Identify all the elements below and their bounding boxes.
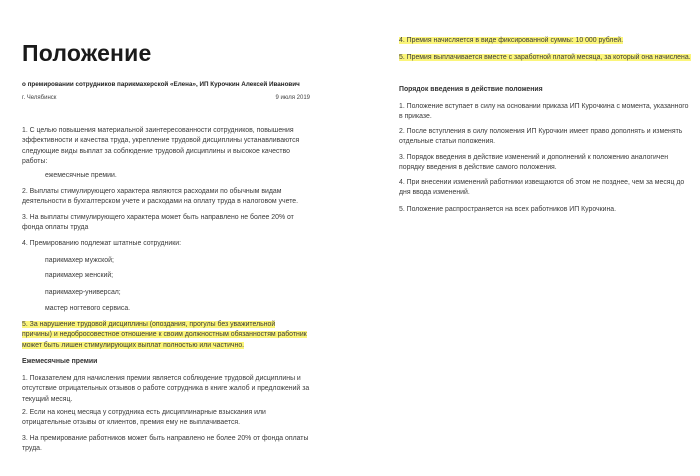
city-label: г. Челябинск xyxy=(22,95,57,101)
general-paragraph-4: 4. Премированию подлежат штатные сотрудники: xyxy=(22,240,181,247)
monthly-paragraph-5 xyxy=(399,53,691,63)
staff-list-item: парикмахер женский; xyxy=(45,272,114,279)
procedure-paragraph-5: 5. Положение распространяется на всех работников ИП Курочкина. xyxy=(399,206,617,213)
highlighted-text: 5. Премия выплачивается вместе с заработной платой месяца, за который она начислена. xyxy=(399,54,691,61)
document-title: Положение xyxy=(22,40,152,66)
monthly-paragraph-4 xyxy=(399,36,691,46)
staff-list-item: парикмахер мужской; xyxy=(45,257,114,264)
document-date: 9 июля 2019 xyxy=(275,95,310,101)
monthly-paragraph-3: 3. На премирование работников может быть направлено не более 20% от фонда оплаты труда. xyxy=(22,435,309,453)
document-subtitle: о премировании сотрудников парикмахерской «Елена», ИП Курочкин Алексей Иванович xyxy=(22,81,300,88)
general-paragraph-3: 3. На выплаты стимулирующего характера может быть направлено не более 20% от фонда оплаты труда xyxy=(22,214,294,232)
highlighted-text: 4. Премия начисляется в виде фиксированной суммы: 10 000 рублей. xyxy=(399,37,624,44)
procedure-paragraph-4: 4. При внесении изменений работники извещаются об этом не позднее, чем за месяц до дня ввода изменений. xyxy=(399,179,685,197)
staff-list-item: парикмахер-универсал; xyxy=(45,289,121,296)
document-meta xyxy=(22,95,310,101)
monthly-paragraph-2: 2. Если на конец месяца у сотрудника есть дисциплинарные взыскания или отрицательные отзывы от клиентов, премия ему не выплачивается. xyxy=(22,409,266,427)
general-paragraph-2: 2. Выплаты стимулирующего характера являются расходами по обычным видам деятельности в бухгалтерском учете и расходами на оплату труда в налоговом учете. xyxy=(22,188,299,206)
procedure-paragraph-2: 2. После вступления в силу положения ИП Курочкин имеет право дополнять и изменять отдельные статьи положения. xyxy=(399,128,683,146)
procedure-paragraph-3: 3. Порядок введения в действие изменений и дополнений к положению аналогичен порядку введения в действие самого положения. xyxy=(399,154,669,172)
general-paragraph-1-item: ежемесячные премии. xyxy=(45,172,117,179)
section-heading-procedure: Порядок введения в действие положения xyxy=(399,86,543,93)
general-paragraph-5 xyxy=(22,320,307,351)
section-heading-monthly: Ежемесячные премии xyxy=(22,358,98,365)
staff-list-item: мастер ногтевого сервиса. xyxy=(45,305,131,312)
highlighted-text: 5. За нарушение трудовой дисциплины (опоздания, прогулы без уважительной причины) и недобросовестное отношение к своим должностным обязанностям работник может быть лишен стимулирующих выплат полностью или частично. xyxy=(22,321,307,349)
general-paragraph-1: 1. С целью повышения материальной заинтересованности сотрудников, повышения эффективности и качества труда, укрепление трудовой дисциплины устанавливаются следующие виды выплат за соблюдение трудовой дисциплины и высокое качество работы: xyxy=(22,127,300,165)
monthly-paragraph-1: 1. Показателем для начисления премии является соблюдение трудовой дисциплины и отсутствие отрицательных отзывов о работе сотрудника в книге жалоб и предложений за текущий месяц. xyxy=(22,375,310,403)
procedure-paragraph-1: 1. Положение вступает в силу на основании приказа ИП Курочкина с момента, указанного в приказе. xyxy=(399,103,689,121)
